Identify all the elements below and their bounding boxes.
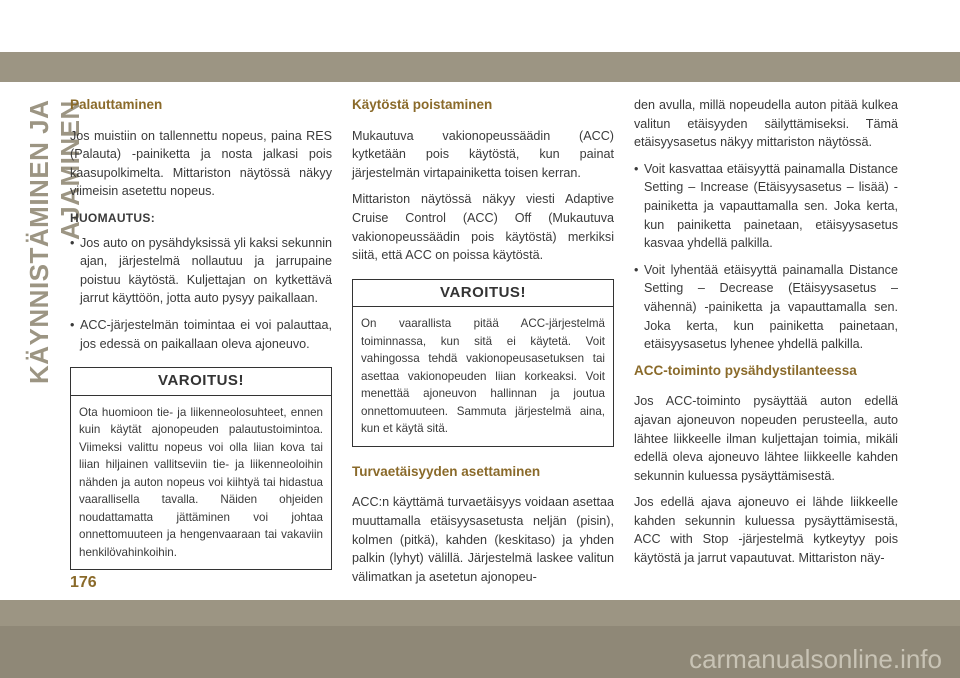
list-item: • Voit kasvattaa etäisyyttä painamalla Distance Setting – Increase (Etäisyysasetus – lisää) -painiketta ja vapauttamalla sen. Joka kerta, kun painiketta painetaan, etäisyysasetus kasvaa yhdellä palkilla. [634,160,898,253]
warning-box [352,279,614,447]
paragraph: ACC:n käyttämä turvaetäisyys voidaan asettaa muuttamalla etäisyysasetusta neljän (pisin), kolmen (pitkä), kahden (keskitaso) ja yhden palkin (lyhyt) välillä. Järjestelmä laskee valitun välimatkan ja asetetun ajonopeu- [352,495,614,584]
warning-text: On vaarallista pitää ACC-järjestelmä toiminnassa, kun sitä ei käytetä. Voit vahingossa tehdä vakionopeusasetuksen tai asettaa vakionopeuden liian korkeaksi. Voit menettää ajoneuvon hallinnan ja joutua onnettomuuteen. Sammuta järjestelmä aina, kun et käytä sitä. [361,317,605,436]
note-heading: HUOMAUTUS: [70,210,155,225]
heading-palauttaminen: Palauttaminen [70,97,163,112]
paragraph: den avulla, millä nopeudella auton pitää kulkea valitun etäisyyden säilyttämiseksi. Tämä etäisyysasetus näkyy mittariston näytössä. [634,98,898,150]
paragraph: Jos ACC-toiminto pysäyttää auton edellä ajavan ajoneuvon nopeuden perusteella, auto lähtee liikkeelle ilman kuljettajan toimia, mikäli edellä oleva ajoneuvo lähtee liikkeelle kahden sekunnin kuluessa pysäyttämisestä. [634,394,898,483]
warning-box [70,367,332,570]
paragraph: Mukautuva vakionopeussäädin (ACC) kytketään pois käytöstä, kun painat järjestelmän virtapainiketta toisen kerran. [352,128,614,180]
note-list [70,234,332,354]
list-item: • Voit lyhentää etäisyyttä painamalla Distance Setting – Decrease (Etäisyysasetus – vähennä) -painiketta ja vapauttamalla sen. Joka kerta, kun painiketta painetaan, etäisyysasetus lyhenee yhdellä palkilla. [634,261,898,354]
paragraph: Mittariston näytössä näkyy viesti Adaptive Cruise Control (ACC) Off (Mukautuva vakionopeussäädin pois käytöstä) merkiksi siitä, että ACC on poissa käytöstä. [352,192,614,263]
top-band [0,0,960,82]
heading-turvaetaisyys: Turvaetäisyyden asettaminen [352,463,541,479]
section-side-label: KÄYNNISTÄMINEN JA AJAMINEN [24,100,85,385]
warning-title: VAROITUS! [71,368,331,396]
paragraph: Jos edellä ajava ajoneuvo ei lähde liikkeelle kahden sekunnin kuluessa pysäyttämisestä, ACC with Stop -järjestelmä kytkeytyy pois käytöstä ja jarrut vapautuvat. Mittariston näy- [634,495,898,566]
list-item: • Jos auto on pysähdyksissä yli kaksi sekunnin ajan, järjestelmä nollautuu ja jarrupaine poistuu käytöstä. Kuljettajan on kytkettävä jarrut käyttöön, jotta auto pysyy paikallaan. [70,234,332,308]
warning-text: Ota huomioon tie- ja liikenneolosuhteet, ennen kuin käytät ajonopeuden palautustoimintoa. Viimeksi valittu nopeus voi olla liian kova tai liian hiljainen vallitseviin tie- ja liikenneoloihin nähden ja auton nopeus voi kiihtyä tai hidastua vaarallisella tavalla. Näiden ohjeiden noudattamatta jättäminen voi johtaa onnettomuuteen ja hengenvaaraan tai vakaviin henkilövahinkoihin. [79,405,323,559]
column-1 [70,96,332,586]
page-number: 176 [70,574,97,591]
column-3 [634,96,898,576]
paragraph: Jos muistiin on tallennettu nopeus, paina RES (Palauta) -painiketta ja nosta jalkasi pois kaasupolkimelta. Mittariston näytössä näkyy viimeisin asetettu nopeus. [70,128,332,199]
top-bar [0,52,960,82]
list-item: • ACC-järjestelmän toimintaa ei voi palauttaa, jos edessä on paikallaan oleva ajoneuvo. [70,316,332,353]
watermark-text: carmanualsonline.info [689,644,942,674]
heading-acc-pysahdys: ACC-toiminto pysähdystilanteessa [634,362,857,378]
heading-kaytosta-poistaminen: Käytöstä poistaminen [352,97,493,112]
column-2 [352,96,614,594]
warning-title: VAROITUS! [353,280,613,308]
distance-list [634,160,898,354]
